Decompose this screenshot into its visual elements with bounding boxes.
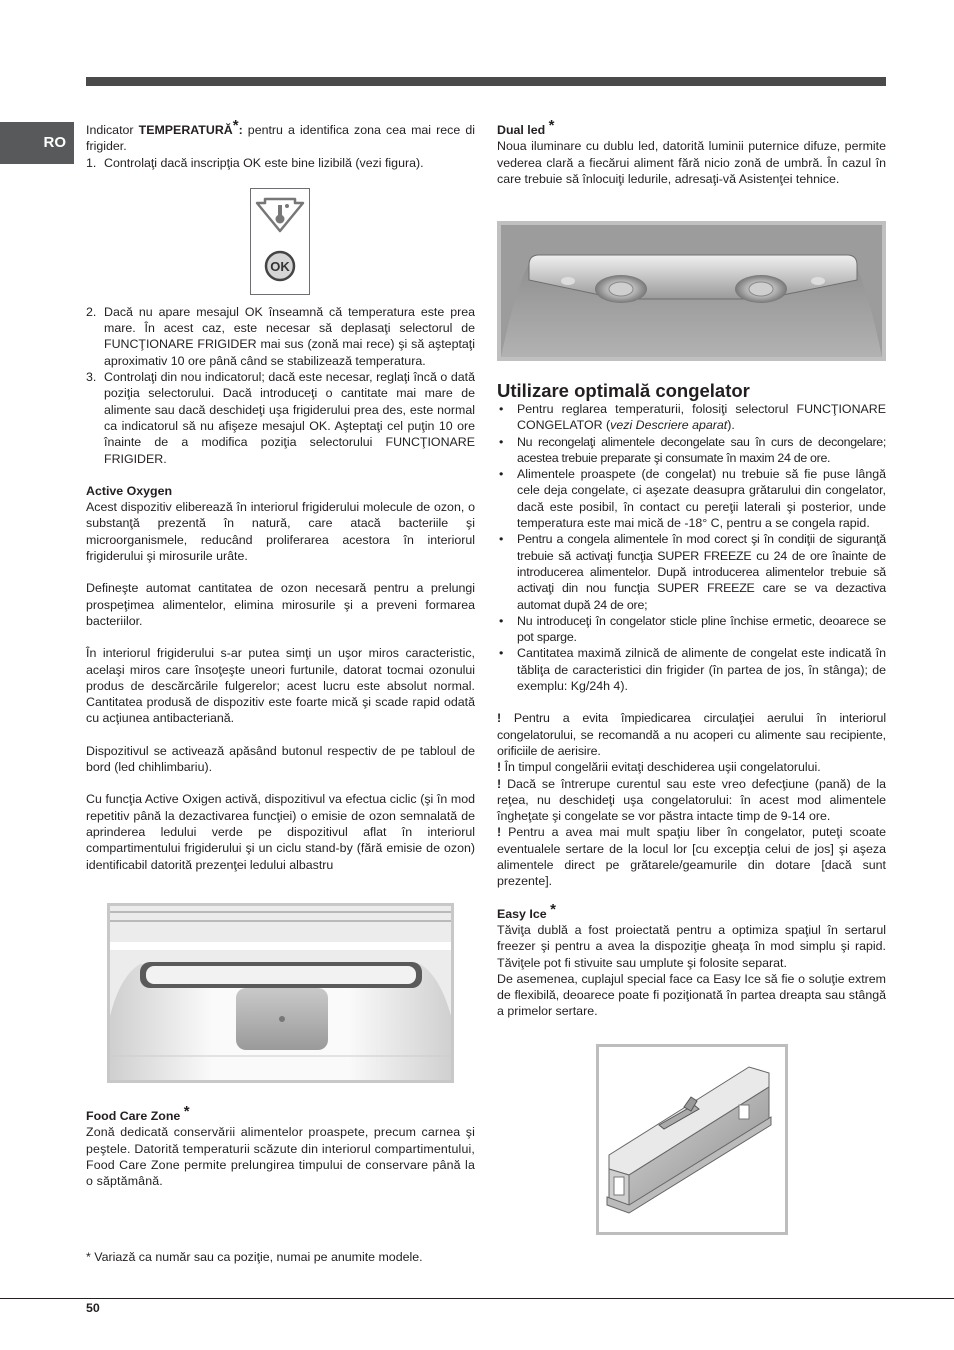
food-care-heading	[86, 1103, 475, 1124]
step-number: 1.	[86, 155, 97, 170]
language-label: RO	[43, 133, 66, 151]
asterisk: *	[183, 1103, 190, 1120]
warning-item	[497, 710, 886, 759]
bullet-item	[497, 645, 886, 694]
warning-item	[497, 776, 886, 825]
spacer	[86, 467, 475, 483]
asterisk: *	[232, 117, 239, 134]
step-number: 3.	[86, 370, 97, 385]
warning-text: Dacă se întrerupe curentul sau este vreo defecţiune (pană) de la reţea, nu deschideţi uşa congelatorului: în acest mod alimentele îngheţate şi congelate se vor păstra intacte timp de 9-14 ore.	[497, 776, 886, 824]
step-text: Dacă nu apare mesajul OK înseamnă că temperatura este prea mare. În acest caz, este necesar să deplasaţi selectorul de FUNCŢIONARE FRIGIDER mai sus (zonă mai rece) şi să aşteptaţi aproximativ 10 ore până când se stabilizează temperatura.	[104, 304, 475, 368]
asterisk: *	[550, 900, 556, 918]
reference-italic: vezi Descriere aparat	[610, 418, 728, 433]
bullet-text: Pentru a congela alimentele în mod corect şi în condiţii de siguranţă trebuie să activaţi funcţia SUPER FREEZE cu 24 de ore înainte de introducerea alimentelor. După introducerea alimentelor trebuie să activaţi din nou funcţia SUPER FREEZE care se va dezactiva automat după 24 de ore;	[517, 532, 886, 612]
bullet-mark: •	[499, 646, 504, 661]
ice-tray-illustration	[599, 1047, 785, 1232]
active-oxygen-figure	[107, 903, 454, 1083]
step-number: 2.	[86, 304, 97, 319]
bullet-item	[497, 401, 886, 434]
bullet-item	[497, 434, 886, 467]
bullet-text: Nu introduceţi în congelator sticle pline închise ermetic, deoarece se pot sparge.	[517, 613, 886, 645]
bullet-text-part: Pentru reglarea temperaturii, folosiţi selectorul FUNCŢIONARE CONGELATOR (	[517, 402, 886, 433]
dual-led-illustration	[501, 225, 882, 357]
bullet-item	[497, 613, 886, 646]
easy-ice-heading	[497, 900, 886, 922]
indicator-text: pentru a identifica zona cea mai rece di frigider.	[86, 123, 476, 154]
dual-led-heading	[497, 117, 886, 138]
spacer	[86, 775, 475, 791]
bullet-mark: •	[499, 434, 504, 449]
bullet-text	[517, 401, 886, 434]
bullet-item	[497, 531, 886, 612]
bullet-mark: •	[499, 613, 504, 628]
warning-mark: !	[497, 711, 502, 726]
ok-label: OK	[270, 259, 290, 274]
bullet-item	[497, 466, 886, 531]
freezer-section	[497, 381, 886, 1020]
warning-mark: !	[497, 825, 502, 840]
footnote: * Variază ca număr sau ca poziţie, numai pe anumite modele.	[86, 1250, 423, 1264]
freezer-heading: Utilizare optimală congelator	[497, 380, 750, 401]
step-item	[86, 304, 475, 369]
right-column	[497, 117, 886, 187]
easy-ice-title: Easy Ice	[497, 906, 547, 921]
food-care-title: Food Care Zone	[86, 1109, 181, 1123]
bullet-mark: •	[499, 402, 504, 416]
step-item	[86, 369, 475, 467]
indicator-steps	[86, 155, 475, 171]
language-tab	[0, 122, 74, 164]
bullet-text: Nu recongelaţi alimentele decongelate sau în curs de decongelare; acestea trebuie preparate şi consumate în maxim 24 de ore.	[517, 434, 886, 465]
active-oxygen-paragraph: În interiorul frigiderului s-ar putea simţi un uşor miros caracteristic, acelaşi miros care însoţeşte uneori furtunile, datorat tocmai ozonului produs de descărcările fulgerelor; acest lucru este absolut normal. Cantitatea produsă de dispozitiv este foarte mică şi scade rapid odată cu acţiunea antibacteriană.	[86, 646, 475, 726]
bullet-text: Cantitatea maximă zilnică de alimente de congelat este indicată în tăbliţa de caracteristici din frigider (în partea de jos, în stânga); de exemplu: Kg/24h 4).	[517, 646, 886, 694]
easy-ice-figure	[596, 1044, 788, 1235]
active-oxygen-paragraph: Dispozitivul se activează apăsând butonul respectiv de pe tabloul de bord (led chihlimbariu).	[86, 743, 475, 775]
dual-led-title: Dual led	[497, 123, 546, 137]
indicator-prefix: Indicator	[86, 123, 139, 137]
page-number: 50	[86, 1301, 100, 1315]
indicator-intro	[86, 117, 476, 155]
warning-text: În timpul congelării evitaţi deschiderea uşii congelatorului.	[501, 760, 821, 775]
colon: :	[238, 123, 243, 137]
bullet-text-end: ).	[727, 418, 735, 433]
header-bar	[86, 77, 886, 86]
step-item	[86, 155, 475, 171]
bullet-mark: •	[499, 532, 504, 547]
bullet-text: Alimentele proaspete (de congelat) nu trebuie să fie puse lângă cele deja congelate, ci aşezate deasupra grătarului din congelator, dacă este posibil, în contact cu pereţii laterali şi posterior, unde temperatura este mai mică de -18° C, pentru a se congela rapid.	[517, 467, 886, 531]
active-oxygen-paragraph: Defineşte automat cantitatea de ozon necesară pentru a prelungi prospeţimea alimentelor, elimina mirosurile şi a preveni formarea bacteriilor.	[86, 581, 475, 628]
warning-text: Pentru a avea mai mult spaţiu liber în congelator, puteţi scoate eventualele sertare de la locul lor [cu excepţia celui de jos] şi aşeza alimentele direct pe grătarele/geamurile din dotare [dacă sunt prezente].	[497, 825, 886, 889]
asterisk: *	[548, 117, 555, 134]
indicator-title: TEMPERATURĂ	[138, 123, 233, 137]
footer-rule	[0, 1298, 954, 1299]
warning-item	[497, 824, 886, 889]
easy-ice-paragraph: De asemenea, cuplajul special face ca Easy Ice să fie o soluţie extrem de flexibilă, deoarece poate fi poziţionată în partea dreapta sau stângă a primelor sertare.	[497, 971, 886, 1019]
bullet-mark: •	[499, 467, 504, 482]
spacer	[497, 694, 886, 710]
spacer	[86, 727, 475, 743]
food-care-text: Zonă dedicată conservării alimentelor proaspete, precum carnea şi peştele. Datorită temperaturii scăzute din interiorul compartimentului, Food Care Zone permite prelungirea timpului de conservare până la o săptămână.	[86, 1125, 475, 1189]
active-oxygen-paragraph: Acest dispozitiv eliberează în interiorul frigiderului molecule de ozon, o substanţă prezentă în natură, care atacă bacteriile şi microorganismele, reducând proliferarea acestora în interiorul frigiderului şi mirosurile urâte.	[86, 500, 475, 564]
warning-mark: !	[497, 760, 502, 775]
freezer-bullet-list	[497, 401, 886, 694]
dual-led-figure	[497, 221, 886, 361]
easy-ice-paragraph: Tăviţa dublă a fost proiectată pentru a optimiza spaţiul în sertarul freezer şi pentru a avea la dispoziţie gheaţa în mod simplu şi rapid. Tăviţele pot fi stivuite sau umplute şi folosite separat.	[497, 922, 886, 970]
warning-text: Pentru a evita împiedicarea circulaţiei aerului în interiorul congelatorului, se recomandă a nu acoperi cu alimente sau recipiente, orificiile de aerisire.	[497, 711, 886, 758]
temperature-indicator-figure	[250, 188, 310, 295]
active-oxygen-device-illustration	[110, 906, 451, 1080]
active-oxygen-heading: Active Oxygen	[86, 483, 173, 498]
dual-led-text: Noua iluminare cu dublu led, datorită luminii puternice difuze, permite vederea clară a fiecărui aliment fără nicio zonă de umbră. În cazul în care trebuie să înlocuiţi ledurile, adresaţi-vă Asistenţei tehnice.	[497, 139, 886, 186]
indicator-steps-continued	[86, 304, 475, 467]
spacer	[86, 629, 475, 645]
warning-item	[497, 759, 886, 775]
spacer	[86, 564, 475, 580]
step-text: Controlaţi din nou indicatorul; dacă este necesar, reglaţi încă o dată poziţia selectorului. Dacă introduceţi o cantitate mai mare de alimente sau dacă deschideţi uşa frigiderului prea des, este normal ca indicatorul să nu afişeze mesajul OK. Aşteptaţi cel puţin 10 ore înainte de a modifica poziţia selectorului FUNCŢIONARE FRIGIDER.	[104, 370, 475, 466]
warning-mark: !	[497, 776, 502, 791]
active-oxygen-paragraph: Cu funcţia Active Oxigen activă, dispozitivul va efectua ciclic (şi în mod repetitiv până la dezactivarea funcţiei) o emisie de ozon semnalată de aprinderea ledului verde pe dispozitivul aflat în interiorul compartimentului frigiderului şi un ciclu stand-by (fără emisie de ozon) identificabil datorită prezenţei ledului albastru	[86, 792, 475, 872]
food-care-section	[86, 1103, 475, 1189]
thermometer-warning-icon	[251, 189, 309, 294]
step-text: Controlaţi dacă inscripţia OK este bine lizibilă (vezi figura).	[104, 155, 424, 170]
